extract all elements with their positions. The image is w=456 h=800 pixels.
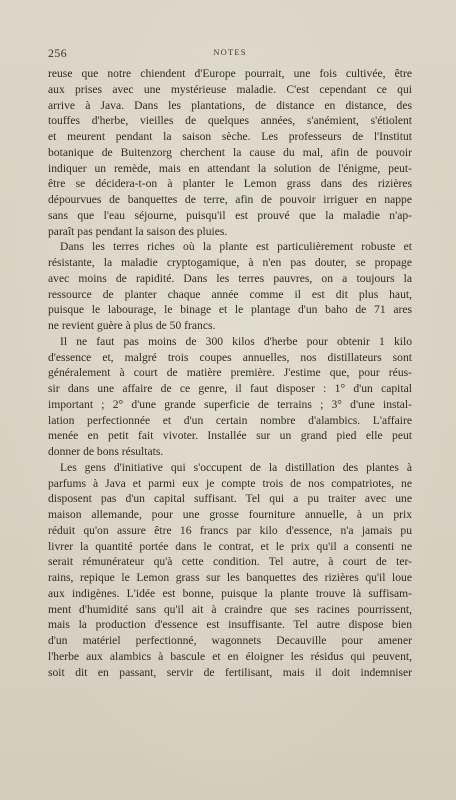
text-line: important ; 2° d'une grande superficie de terrains ; 3° d'une instal- — [48, 397, 412, 411]
running-head: NOTES — [213, 47, 247, 57]
text-line: ment d'humidité sans qu'il ait à craindre que ses racines pourrissent, — [48, 602, 412, 616]
text-line: serait rémunérateur qu'à cette condition. Tel autre, à court de ter- — [48, 555, 412, 569]
text-line: ressource de planter chaque année comme il est dit plus haut, — [48, 287, 412, 301]
text-line: réduit qu'on assure être 16 francs par kilo d'essence, n'a jamais pu — [48, 523, 412, 537]
paragraph — [48, 334, 412, 460]
text-line: maison allemande, pour une grosse fourniture annuelle, à un prix — [48, 508, 412, 521]
text-line: Il ne faut pas moins de 300 kilos d'herbe pour obtenir 1 kilo — [60, 334, 412, 348]
text-line: menée en petit fait vivoter. Installée sur un grand pied elle peut — [48, 429, 412, 443]
text-line: l'herbe aux alambics à bascule et en éloigner les résidus qui peuvent, — [48, 649, 412, 663]
text-line: sans que l'eau séjourne, puisqu'il est prouvé que la maladie n'ap- — [48, 208, 412, 222]
text-line: avec moins de rapidité. Dans les terres pauvres, on a toujours la — [48, 271, 412, 285]
text-line: d'un matériel perfectionné, wagonnets Decauville pour amener — [48, 634, 412, 647]
text-line: donner de bons résultats. — [48, 445, 164, 458]
text-line: lation perfectionnée et d'un certain nombre d'alambics. L'affaire — [48, 413, 412, 427]
text-line: arrive à Java. Dans les plantations, de distance en distance, des — [48, 98, 412, 112]
text-line: aux indigènes. L'idée est bonne, puisque la plante trouve là suffisam- — [48, 586, 412, 600]
text-line: livrer la quantité portée dans le contrat, et le prix qu'il a consenti ne — [48, 539, 412, 553]
text-line: généralement à court de matière première. J'estime que, pour réus- — [48, 366, 412, 380]
text-line: soit dit en passant, servir de fertilisant, mais il doit indemniser — [48, 665, 412, 679]
text-line: reuse que notre chiendent d'Europe pourrait, une fois cultivée, être — [48, 67, 412, 80]
text-line: indiquer un remède, mais en attendant la solution de l'énigme, peut- — [48, 161, 412, 175]
text-line: touffes d'herbe, vieilles de quelques années, s'anémient, s'étiolent — [48, 114, 412, 128]
paragraph — [48, 460, 412, 681]
text-line: être se décidera-t-on à planter le Lemon grass dans des rizières — [48, 177, 412, 191]
text-line: dépourvues de banquettes de terre, afin de pouvoir irriguer en nappe — [48, 193, 412, 206]
text-line: ne revient guère à plus de 50 francs. — [48, 319, 216, 332]
text-line: botanique de Buitenzorg cherchent la cause du mal, afin de pouvoir — [48, 145, 412, 159]
paragraph — [48, 239, 412, 334]
text-line: disposent pas d'un capital suffisant. Tel qui a pu traiter avec une — [48, 492, 412, 506]
text-line: Dans les terres riches où la plante est particulièrement robuste et — [60, 240, 412, 254]
body-text — [48, 66, 412, 680]
text-line: parfums à Java et parmi eux je compte trois de nos compatriotes, ne — [48, 476, 412, 490]
text-line: aux prises avec une mystérieuse maladie. C'est cependant ce qui — [48, 82, 412, 96]
text-line: paraît pas pendant la saison des pluies. — [48, 224, 228, 238]
text-line: résistante, la maladie cryptogamique, à n'en pas douter, se propage — [48, 256, 412, 269]
text-line: d'essence et, malgré trois coupes annuelles, nos distillateurs sont — [48, 350, 412, 364]
page-number: 256 — [48, 46, 67, 60]
page-header — [48, 46, 412, 62]
text-line: puisque le labourage, le binage et le plantage d'un baho de 71 ares — [48, 303, 412, 317]
text-line: mais la production d'essence est insuffisante. Tel autre dispose bien — [48, 618, 412, 632]
text-line: rains, repique le Lemon grass sur les banquettes des rizières qu'il loue — [48, 571, 412, 584]
text-line: Les gens d'initiative qui s'occupent de la distillation des plantes à — [60, 460, 412, 474]
text-line: sir dans une affaire de ce genre, il faut disposer : 1° d'un capital — [48, 382, 412, 395]
paragraph — [48, 66, 412, 239]
text-line: et meurent pendant la saison sèche. Les professeurs de l'Institut — [48, 130, 412, 143]
